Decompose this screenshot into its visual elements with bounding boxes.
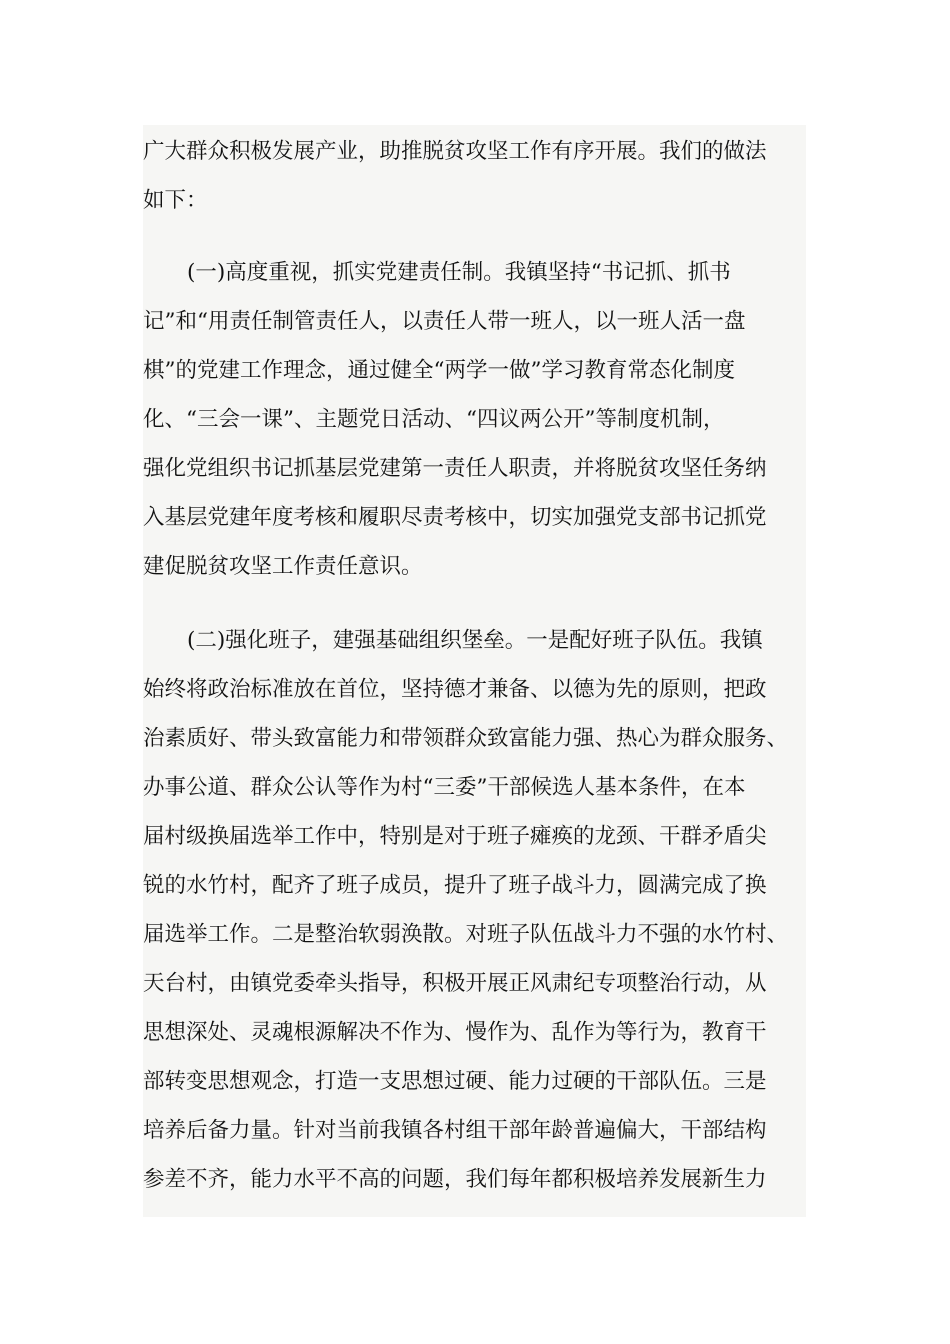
paragraph-line: 强化党组织书记抓基层党建第一责任人职责，并将脱贫攻坚任务纳 (143, 456, 767, 481)
paragraph-line: 治素质好、带头致富能力和带领群众致富能力强、热心为群众服务、 (143, 726, 789, 751)
paragraph-line: 化、“三会一课”、主题党日活动、“四议两公开”等制度机制， (143, 407, 725, 432)
paragraph-line: 建促脱贫攻坚工作责任意识。 (143, 554, 423, 579)
paragraph-line: 思想深处、灵魂根源解决不作为、慢作为、乱作为等行为，教育干 (143, 1020, 767, 1045)
document-text-block (143, 125, 806, 1217)
paragraph-line: 如下： (143, 188, 208, 213)
paragraph-line: 棋”的党建工作理念，通过健全“两学一做”学习教育常态化制度 (143, 358, 735, 383)
section-heading-line: (二)强化班子，建强基础组织堡垒。一是配好班子队伍。我镇 (187, 628, 763, 653)
paragraph-line: 记”和“用责任制管责任人，以责任人带一班人，以一班人活一盘 (143, 309, 746, 334)
paragraph-line: 入基层党建年度考核和履职尽责考核中，切实加强党支部书记抓党 (143, 505, 767, 530)
paragraph-line: 天台村，由镇党委牵头指导，积极开展正风肃纪专项整治行动，从 (143, 971, 767, 996)
paragraph-line: 锐的水竹村，配齐了班子成员，提升了班子战斗力，圆满完成了换 (143, 873, 767, 898)
paragraph-line: 参差不齐，能力水平不高的问题，我们每年都积极培养发展新生力 (143, 1167, 767, 1192)
paragraph-line: 始终将政治标准放在首位，坚持德才兼备、以德为先的原则，把政 (143, 677, 767, 702)
paragraph-line: 广大群众积极发展产业，助推脱贫攻坚工作有序开展。我们的做法 (143, 139, 767, 164)
paragraph-line: 届选举工作。二是整治软弱涣散。对班子队伍战斗力不强的水竹村、 (143, 922, 789, 947)
section-heading-line: (一)高度重视，抓实党建责任制。我镇坚持“书记抓、抓书 (187, 260, 731, 285)
paragraph-line: 届村级换届选举工作中，特别是对于班子瘫痪的龙颈、干群矛盾尖 (143, 824, 767, 849)
paragraph-line: 部转变思想观念，打造一支思想过硬、能力过硬的干部队伍。三是 (143, 1069, 767, 1094)
paragraph-line: 培养后备力量。针对当前我镇各村组干部年龄普遍偏大，干部结构 (143, 1118, 767, 1143)
paragraph-line: 办事公道、群众公认等作为村“三委”干部候选人基本条件，在本 (143, 775, 746, 800)
